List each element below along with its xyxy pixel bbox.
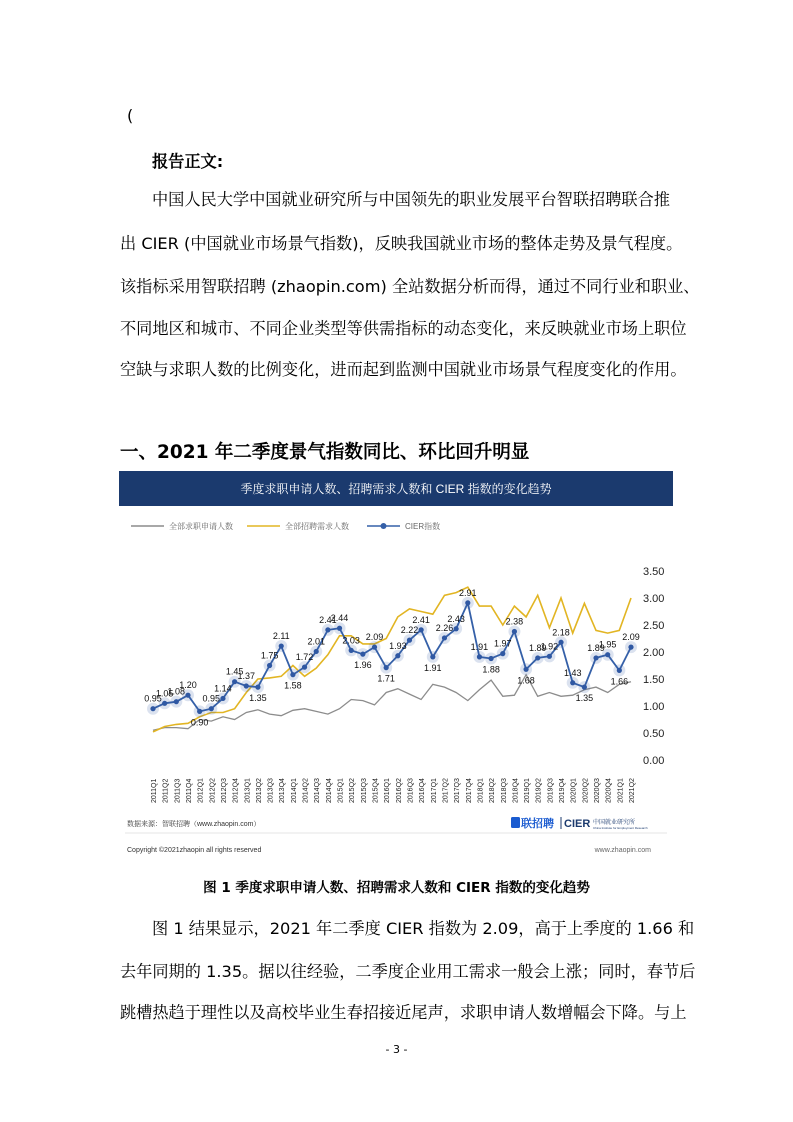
para1-line-2: 出 CIER (中国就业市场景气指数)，反映我国就业市场的整体走势及景气程度。 xyxy=(120,234,683,253)
x-tick-label: 2011Q4 xyxy=(185,778,193,803)
cier-point xyxy=(442,635,447,640)
figure-caption: 图 1 季度求职申请人数、招聘需求人数和 CIER 指数的变化趋势 xyxy=(203,880,590,896)
legend-label-applicants: 全部求职申请人数 xyxy=(169,522,233,531)
cier-point xyxy=(477,654,482,659)
x-tick-label: 2014Q4 xyxy=(325,778,333,803)
cier-point xyxy=(512,629,517,634)
x-tick-label: 2011Q1 xyxy=(151,778,158,803)
x-tick-label: 2014Q2 xyxy=(302,778,310,803)
x-tick-label: 2013Q4 xyxy=(279,778,287,803)
cier-data-label: 1.95 xyxy=(598,639,617,650)
cier-data-label: 1.66 xyxy=(610,676,629,687)
x-tick-label: 2015Q4 xyxy=(372,778,380,803)
open-paren: ( xyxy=(127,106,134,125)
x-tick-label: 2021Q2 xyxy=(629,778,636,803)
x-tick-label: 2019Q3 xyxy=(547,778,555,803)
cier-logo-text: CIER xyxy=(564,818,591,830)
x-tick-label: 2012Q4 xyxy=(232,778,240,803)
cier-data-label: 1.43 xyxy=(563,667,582,678)
x-tick-label: 2019Q1 xyxy=(524,778,532,803)
cier-data-label: 0.95 xyxy=(144,693,162,704)
cier-point xyxy=(465,600,470,605)
cier-point xyxy=(547,654,552,659)
cier-point xyxy=(325,627,330,632)
y-tick-label: 0.50 xyxy=(643,728,665,740)
cier-point xyxy=(372,645,377,650)
cier-data-label: 1.58 xyxy=(284,680,302,691)
x-tick-label: 2018Q3 xyxy=(500,778,508,803)
y-tick-label: 2.50 xyxy=(643,620,665,632)
cier-point xyxy=(302,665,307,670)
y-tick-label: 1.50 xyxy=(643,674,665,686)
x-tick-label: 2020Q1 xyxy=(570,778,578,803)
page-number: - 3 - xyxy=(385,1043,408,1056)
x-tick-label: 2018Q4 xyxy=(512,778,520,803)
cier-data-label: 1.88 xyxy=(482,664,500,675)
cier-trend-chart xyxy=(119,471,673,860)
cier-point xyxy=(454,626,459,631)
cier-point xyxy=(314,649,319,654)
cier-point xyxy=(617,668,622,673)
cier-logo-cn: 中国就业研究所 xyxy=(593,820,636,826)
cier-point xyxy=(488,656,493,661)
cier-point xyxy=(290,672,295,677)
x-tick-label: 2016Q1 xyxy=(384,778,392,803)
cier-point xyxy=(174,699,179,704)
cier-point xyxy=(605,652,610,657)
x-tick-label: 2012Q1 xyxy=(197,778,205,803)
x-tick-label: 2017Q3 xyxy=(454,778,462,803)
x-tick-label: 2019Q4 xyxy=(559,778,567,803)
cier-data-label: 2.41 xyxy=(412,614,430,625)
cier-point xyxy=(384,665,389,670)
section-title: 一、2021 年二季度景气指数同比、环比回升明显 xyxy=(120,442,530,463)
cier-data-label: 1.35 xyxy=(249,693,267,704)
x-tick-label: 2017Q4 xyxy=(465,778,473,803)
x-tick-label: 2019Q2 xyxy=(535,778,543,803)
cier-data-label: 2.41 xyxy=(319,614,337,625)
x-tick-label: 2017Q1 xyxy=(430,778,438,803)
cier-data-label: 1.05 xyxy=(155,688,174,699)
cier-data-label: 2.38 xyxy=(505,616,524,627)
x-tick-label: 2020Q3 xyxy=(594,778,602,803)
x-tick-label: 2011Q2 xyxy=(162,778,170,803)
cier-point xyxy=(255,685,260,690)
x-tick-label: 2013Q1 xyxy=(244,778,252,803)
cier-point xyxy=(267,663,272,668)
x-tick-label: 2012Q3 xyxy=(220,778,228,803)
banner-title: 季度求职申请人数、招聘需求人数和 CIER 指数的变化趋势 xyxy=(240,482,552,496)
cier-point xyxy=(150,706,155,711)
cier-data-label: 1.14 xyxy=(214,683,232,694)
cier-point xyxy=(209,706,214,711)
cier-point xyxy=(197,709,202,714)
x-tick-label: 2018Q1 xyxy=(477,778,485,803)
cier-data-label: 0.90 xyxy=(190,717,209,728)
data-source: 数据来源：智联招聘（www.zhaopin.com） xyxy=(127,821,261,828)
report-body-heading: 报告正文: xyxy=(152,152,224,171)
x-tick-label: 2016Q3 xyxy=(407,778,415,803)
cier-logo-en: China Institute for Employment Research xyxy=(593,826,648,830)
x-tick-label: 2015Q3 xyxy=(360,778,368,803)
cier-point xyxy=(407,638,412,643)
cier-point xyxy=(535,655,540,660)
cier-data-label: 2.91 xyxy=(459,587,477,598)
cier-data-label: 1.93 xyxy=(389,640,407,651)
cier-data-label: 2.09 xyxy=(622,632,640,643)
cier-data-label: 1.89 xyxy=(587,642,605,653)
x-tick-label: 2020Q2 xyxy=(582,778,590,803)
cier-data-label: 2.44 xyxy=(330,613,349,624)
x-tick-label: 2018Q2 xyxy=(489,778,497,803)
cier-point xyxy=(162,701,167,706)
cier-point xyxy=(337,626,342,631)
para1-line-1: 中国人民大学中国就业研究所与中国领先的职业发展平台智联招聘联合推 xyxy=(152,190,670,209)
cier-point xyxy=(185,693,190,698)
x-tick-label: 2015Q1 xyxy=(337,778,345,803)
cier-point xyxy=(360,652,365,657)
cier-data-label: 1.89 xyxy=(528,642,547,653)
x-tick-label: 2012Q2 xyxy=(209,778,217,803)
figure-1 xyxy=(119,471,673,860)
cier-data-label: 1.91 xyxy=(470,641,489,652)
website: www.zhaopin.com xyxy=(594,847,651,854)
y-tick-label: 0.00 xyxy=(643,755,665,767)
cier-data-label: 2.18 xyxy=(552,627,570,638)
cier-data-label: 2.03 xyxy=(342,635,360,646)
y-tick-label: 2.00 xyxy=(643,647,665,659)
cier-data-label: 2.09 xyxy=(365,632,384,643)
y-tick-label: 3.50 xyxy=(643,566,665,578)
cier-point xyxy=(395,653,400,658)
cier-point xyxy=(570,680,575,685)
cier-data-label: 0.95 xyxy=(202,693,221,704)
x-tick-label: 2013Q3 xyxy=(267,778,275,803)
cier-point xyxy=(279,643,284,648)
cier-data-label: 2.11 xyxy=(272,631,290,642)
x-tick-label: 2014Q1 xyxy=(290,778,298,803)
zhaopin-logo-mark xyxy=(511,817,520,828)
cier-point xyxy=(558,640,563,645)
para2-line-1: 图 1 结果显示，2021 年二季度 CIER 指数为 2.09，高于上季度的 1.66 和 xyxy=(152,919,695,938)
zhaopin-logo-text: 联招聘 xyxy=(521,818,554,830)
para1-line-5: 空缺与求职人数的比例变化，进而起到监测中国就业市场景气程度变化的作用。 xyxy=(120,360,687,379)
cier-data-label: 2.43 xyxy=(447,613,465,624)
y-tick-label: 1.00 xyxy=(643,701,665,713)
cier-data-label: 1.92 xyxy=(540,641,559,652)
x-tick-label: 2020Q4 xyxy=(605,778,613,803)
cier-data-label: 1.97 xyxy=(493,638,512,649)
para2-line-2: 去年同期的 1.35。据以往经验，二季度企业用工需求一般会上涨；同时，春节后 xyxy=(120,962,696,981)
x-tick-label: 2017Q2 xyxy=(442,778,450,803)
cier-point xyxy=(500,651,505,656)
x-tick-label: 2016Q2 xyxy=(395,778,403,803)
cier-point xyxy=(523,667,528,672)
x-tick-label: 2016Q4 xyxy=(419,778,427,803)
para1-line-3: 该指标采用智联招聘 (zhaopin.com) 全站数据分析而得，通过不同行业和职业、 xyxy=(120,277,700,296)
x-tick-label: 2013Q2 xyxy=(255,778,263,803)
copyright: Copyright ©2021zhaopin all rights reserved xyxy=(127,847,262,854)
x-tick-label: 2011Q3 xyxy=(174,778,182,803)
cier-data-label: 2.22 xyxy=(400,625,419,636)
cier-point xyxy=(244,683,249,688)
legend-label-demand: 全部招聘需求人数 xyxy=(285,522,349,531)
x-tick-label: 2015Q2 xyxy=(349,778,357,803)
legend-marker-cier xyxy=(381,523,387,529)
cier-data-label: 1.45 xyxy=(225,666,244,677)
para1-line-4: 不同地区和城市、不同企业类型等供需指标的动态变化，来反映就业市场上职位 xyxy=(120,319,687,338)
cier-point xyxy=(430,654,435,659)
x-tick-label: 2014Q3 xyxy=(314,778,322,803)
cier-data-label: 1.35 xyxy=(575,693,594,704)
cier-data-label: 2.01 xyxy=(307,636,325,647)
cier-data-label: 1.71 xyxy=(377,673,395,684)
cier-data-label: 1.75 xyxy=(260,650,279,661)
para2-line-3: 跳槽热趋于理性以及高校毕业生春招接近尾声，求职申请人数增幅会下降。与上 xyxy=(120,1003,687,1022)
cier-data-label: 1.08 xyxy=(167,686,186,697)
cier-point xyxy=(232,679,237,684)
cier-point xyxy=(349,648,354,653)
cier-data-label: 1.96 xyxy=(354,660,372,671)
cier-point xyxy=(582,685,587,690)
cier-data-label: 1.91 xyxy=(424,662,442,673)
x-tick-label: 2021Q1 xyxy=(617,778,625,803)
cier-data-label: 1.37 xyxy=(237,671,256,682)
cier-point xyxy=(628,645,633,650)
cier-data-label: 1.68 xyxy=(517,675,535,686)
cier-data-label: 1.72 xyxy=(295,652,314,663)
y-tick-label: 3.00 xyxy=(643,593,665,605)
cier-point xyxy=(419,627,424,632)
cier-data-label: 2.26 xyxy=(435,622,454,633)
cier-data-label: 1.20 xyxy=(179,680,197,691)
cier-point xyxy=(593,655,598,660)
legend-label-cier: CIER指数 xyxy=(405,522,441,531)
cier-point xyxy=(220,696,225,701)
